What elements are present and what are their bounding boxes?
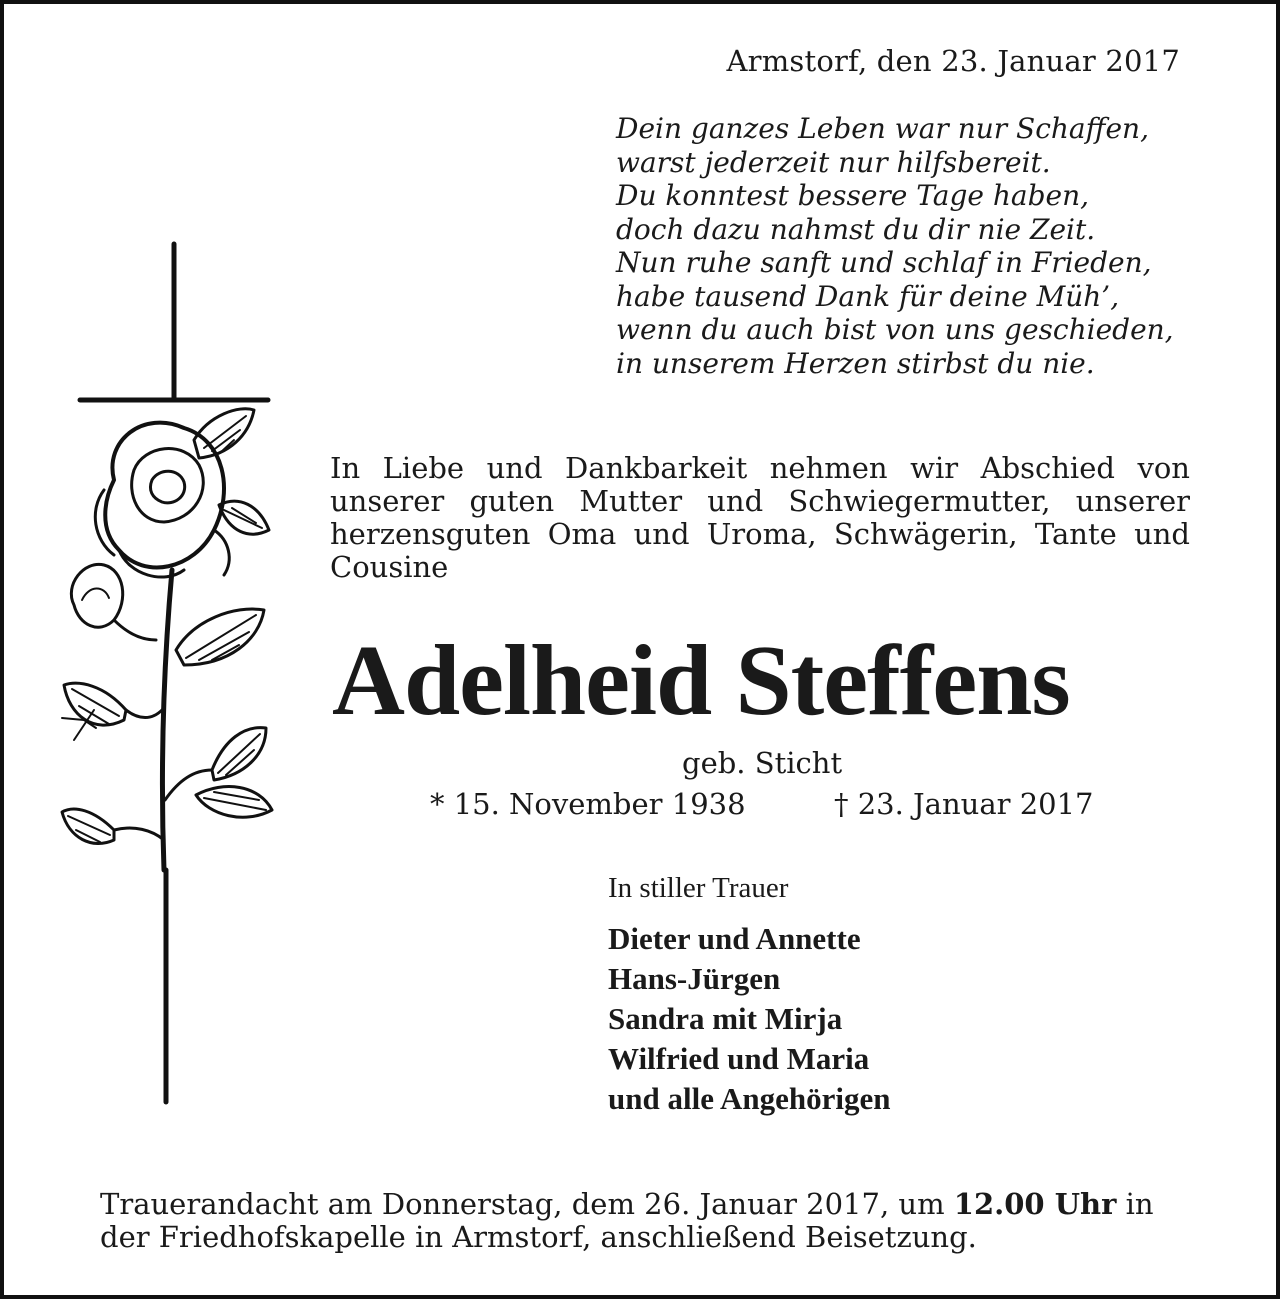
mourner-name: Wilfried und Maria xyxy=(608,1041,870,1076)
poem-line: wenn du auch bist von uns geschieden, xyxy=(616,313,1174,346)
poem xyxy=(616,112,1174,380)
poem-line: habe tausend Dank für deine Müh’, xyxy=(616,279,1120,313)
poem-line: in unserem Herzen stirbst du nie. xyxy=(616,346,1095,380)
deceased-name: Adelheid Steffens xyxy=(332,624,1070,736)
cross-with-rose-icon xyxy=(34,240,284,1110)
maiden-name: geb. Sticht xyxy=(682,746,843,780)
poem-line: Nun ruhe sanft und schlaf in Frieden, xyxy=(616,246,1152,279)
service-time: 12.00 Uhr xyxy=(953,1187,1117,1221)
death-date: † 23. Januar 2017 xyxy=(834,787,1094,821)
mourner-name: Sandra mit Mirja xyxy=(608,1001,843,1036)
poem-line: doch dazu nahmst du dir nie Zeit. xyxy=(616,212,1096,246)
mourning-label: In stiller Trauer xyxy=(608,872,789,904)
farewell-text: In Liebe und Dankbarkeit nehmen wir Abschied von unserer guten Mutter und Schwiegermutter, unserer herzensguten Oma und Uroma, Schwägerin, Tante und Cousine xyxy=(330,451,1190,584)
poem-line: Du konntest bessere Tage haben, xyxy=(616,179,1090,212)
poem-line: warst jederzeit nur hilfsbereit. xyxy=(616,145,1051,179)
birth-date: * 15. November 1938 xyxy=(430,787,746,821)
place-date: Armstorf, den 23. Januar 2017 xyxy=(726,44,1180,78)
service-text-after: in der Friedhofskapelle in Armstorf, anschließend Beisetzung. xyxy=(100,1187,1154,1254)
mourner-name: Hans-Jürgen xyxy=(608,961,781,996)
mourner-list xyxy=(608,919,891,1119)
poem-line: Dein ganzes Leben war nur Schaffen, xyxy=(616,112,1149,145)
mourner-name: und alle Angehörigen xyxy=(608,1081,891,1116)
service-notice xyxy=(100,1188,1190,1254)
mourner-name: Dieter und Annette xyxy=(608,921,861,956)
service-text-before: Trauerandacht am Donnerstag, dem 26. Januar 2017, um xyxy=(100,1187,954,1221)
